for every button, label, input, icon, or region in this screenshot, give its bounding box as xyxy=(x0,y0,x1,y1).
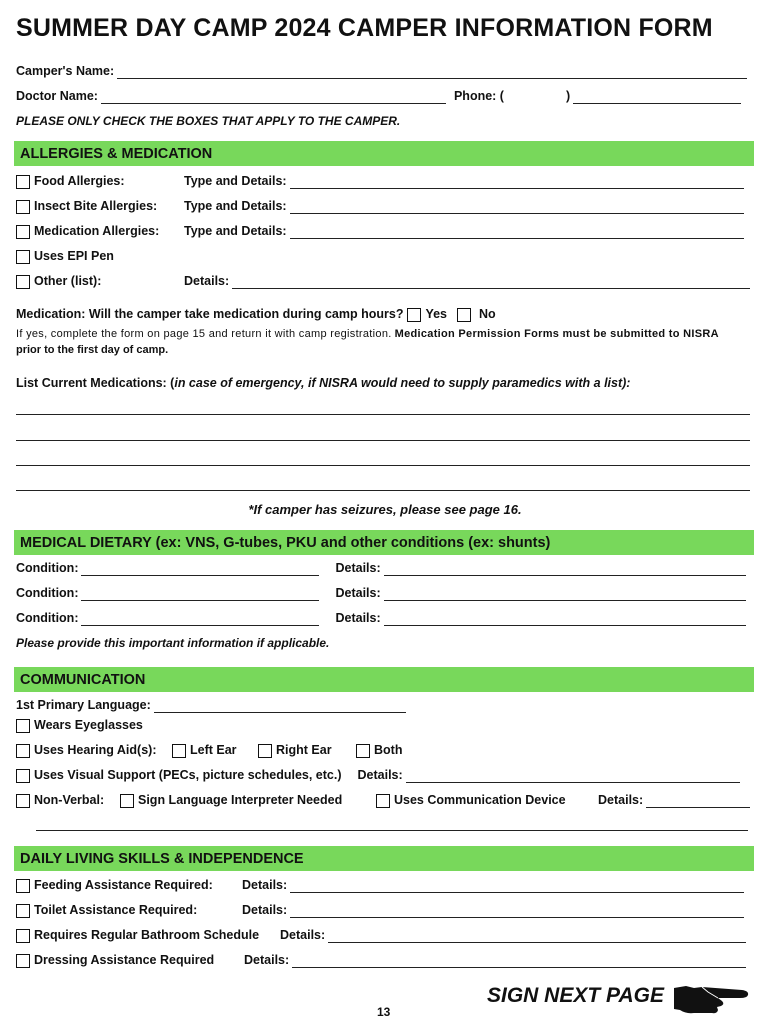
hearing-aid-checkbox[interactable] xyxy=(16,744,30,758)
medication-note-line-1 xyxy=(16,326,719,342)
seizure-note: *If camper has seizures, please see page 16. xyxy=(248,502,522,517)
sign-language-label: Sign Language Interpreter Needed xyxy=(138,793,343,807)
right-ear-label: Right Ear xyxy=(276,743,332,757)
daily-living-section-heading: DAILY LIVING SKILLS & INDEPENDENCE xyxy=(14,846,754,871)
daily-row-feeding xyxy=(16,877,744,893)
medication-question: Medication: Will the camper take medication during camp hours? xyxy=(16,307,404,321)
communication-section-heading: COMMUNICATION xyxy=(14,667,754,692)
list-medications-italic: in case of emergency, if NISRA would need to supply paramedics with a list): xyxy=(174,376,631,390)
allergy-row-epi xyxy=(16,248,114,264)
allergy-row-food xyxy=(16,173,744,189)
dressing-assistance-label: Dressing Assistance Required xyxy=(34,953,215,967)
condition-field-1[interactable] xyxy=(81,563,319,576)
condition-field-3[interactable] xyxy=(81,613,319,626)
feeding-assistance-label: Feeding Assistance Required: xyxy=(34,878,213,892)
toilet-details-field[interactable] xyxy=(290,905,744,918)
food-allergies-details-label: Type and Details: xyxy=(184,174,287,188)
condition-label-2: Condition: xyxy=(16,586,79,600)
insect-allergies-checkbox[interactable] xyxy=(16,200,30,214)
dressing-assistance-checkbox[interactable] xyxy=(16,954,30,968)
hearing-aid-label: Uses Hearing Aid(s): xyxy=(34,743,157,757)
medication-note-bold-2: prior to the first day of camp. xyxy=(16,344,169,356)
medication-list-line-4[interactable] xyxy=(16,490,750,491)
daily-row-dressing xyxy=(16,952,746,968)
bathroom-details-field[interactable] xyxy=(328,930,746,943)
medication-list-line-1[interactable] xyxy=(16,414,750,415)
other-allergies-checkbox[interactable] xyxy=(16,275,30,289)
both-ears-label: Both xyxy=(374,743,403,757)
medication-allergies-label: Medication Allergies: xyxy=(34,224,160,238)
epi-pen-checkbox[interactable] xyxy=(16,250,30,264)
allergy-row-other xyxy=(16,273,750,289)
daily-row-bathroom xyxy=(16,927,746,943)
condition-label-1: Condition: xyxy=(16,561,79,575)
page-number: 13 xyxy=(377,1005,391,1019)
dressing-details-field[interactable] xyxy=(292,955,746,968)
hearing-row xyxy=(16,742,402,758)
visual-support-label: Uses Visual Support (PECs, picture schedules, etc.) xyxy=(34,768,342,782)
other-allergies-details-label: Details: xyxy=(184,274,230,288)
dietary-details-field-1[interactable] xyxy=(384,563,746,576)
right-ear-checkbox[interactable] xyxy=(258,744,272,758)
insect-allergies-details-label: Type and Details: xyxy=(184,199,287,213)
pointing-hand-svg xyxy=(672,982,750,1016)
doctor-name-label: Doctor Name: xyxy=(16,89,98,103)
bathroom-details-label: Details: xyxy=(280,928,326,942)
dietary-section-heading: MEDICAL DIETARY (ex: VNS, G-tubes, PKU and other conditions (ex: shunts) xyxy=(14,530,754,555)
dietary-note: Please provide this important information if applicable. xyxy=(16,636,330,650)
nonverbal-details-label: Details: xyxy=(598,793,644,807)
dietary-details-label-3: Details: xyxy=(335,611,381,625)
feeding-details-label: Details: xyxy=(242,878,288,892)
dietary-row-1 xyxy=(16,560,746,576)
phone-close-paren: ) xyxy=(565,89,571,103)
eyeglasses-row xyxy=(16,717,143,733)
medication-allergies-details-field[interactable] xyxy=(290,226,744,239)
phone-label: Phone: ( xyxy=(453,89,504,103)
medication-yes-checkbox[interactable] xyxy=(407,308,421,322)
medication-note-normal: If yes, complete the form on page 15 and return it with camp registration. xyxy=(16,328,392,340)
food-allergies-label: Food Allergies: xyxy=(34,174,125,188)
nonverbal-details-field[interactable] xyxy=(646,795,750,808)
dietary-details-label-1: Details: xyxy=(335,561,381,575)
dietary-details-field-2[interactable] xyxy=(384,588,746,601)
visual-support-checkbox[interactable] xyxy=(16,769,30,783)
food-allergies-checkbox[interactable] xyxy=(16,175,30,189)
other-allergies-details-field[interactable] xyxy=(232,276,750,289)
insect-allergies-details-field[interactable] xyxy=(290,201,744,214)
primary-language-label: 1st Primary Language: xyxy=(16,698,151,712)
medication-no-checkbox[interactable] xyxy=(457,308,471,322)
dietary-details-field-3[interactable] xyxy=(384,613,746,626)
language-row xyxy=(16,697,406,713)
bathroom-schedule-label: Requires Regular Bathroom Schedule xyxy=(34,928,260,942)
communication-device-label: Uses Communication Device xyxy=(394,793,566,807)
eyeglasses-label: Wears Eyeglasses xyxy=(34,718,143,732)
toilet-assistance-checkbox[interactable] xyxy=(16,904,30,918)
medication-question-row xyxy=(16,306,496,322)
check-boxes-note: PLEASE ONLY CHECK THE BOXES THAT APPLY TO THE CAMPER. xyxy=(16,114,401,128)
sign-next-page-label: SIGN NEXT PAGE xyxy=(487,984,664,1007)
daily-row-toilet xyxy=(16,902,744,918)
medication-no-label: No xyxy=(479,307,496,321)
other-allergies-label: Other (list): xyxy=(34,274,102,288)
medication-list-line-3[interactable] xyxy=(16,465,750,466)
left-ear-label: Left Ear xyxy=(190,743,237,757)
communication-device-checkbox[interactable] xyxy=(376,794,390,808)
form-title: SUMMER DAY CAMP 2024 CAMPER INFORMATION FORM xyxy=(16,14,713,42)
visual-support-details-label: Details: xyxy=(357,768,403,782)
nonverbal-checkbox[interactable] xyxy=(16,794,30,808)
toilet-assistance-label: Toilet Assistance Required: xyxy=(34,903,198,917)
food-allergies-details-field[interactable] xyxy=(290,176,744,189)
nonverbal-row xyxy=(16,792,750,808)
allergy-row-insect xyxy=(16,198,744,214)
feeding-assistance-checkbox[interactable] xyxy=(16,879,30,893)
nonverbal-label: Non-Verbal: xyxy=(34,793,105,807)
eyeglasses-checkbox[interactable] xyxy=(16,719,30,733)
communication-extra-line[interactable] xyxy=(36,830,748,831)
dietary-details-label-2: Details: xyxy=(335,586,381,600)
allergies-section-heading: ALLERGIES & MEDICATION xyxy=(14,141,754,166)
medication-allergies-checkbox[interactable] xyxy=(16,225,30,239)
allergy-row-medication xyxy=(16,223,744,239)
visual-support-row xyxy=(16,767,740,783)
toilet-details-label: Details: xyxy=(242,903,288,917)
both-ears-checkbox[interactable] xyxy=(356,744,370,758)
campers-name-field[interactable] xyxy=(117,66,747,79)
campers-name-row xyxy=(16,63,747,79)
insect-allergies-label: Insect Bite Allergies: xyxy=(34,199,158,213)
visual-support-details-field[interactable] xyxy=(406,770,740,783)
dietary-row-2 xyxy=(16,585,746,601)
campers-name-label: Camper's Name: xyxy=(16,64,115,78)
dressing-details-label: Details: xyxy=(244,953,290,967)
dietary-row-3 xyxy=(16,610,746,626)
doctor-name-field[interactable] xyxy=(101,91,446,104)
list-medications-row xyxy=(16,375,630,391)
condition-label-3: Condition: xyxy=(16,611,79,625)
medication-yes-label: Yes xyxy=(425,307,448,321)
primary-language-field[interactable] xyxy=(154,700,406,713)
condition-field-2[interactable] xyxy=(81,588,319,601)
sign-language-checkbox[interactable] xyxy=(120,794,134,808)
bathroom-schedule-checkbox[interactable] xyxy=(16,929,30,943)
pointing-hand-icon xyxy=(672,982,750,1021)
doctor-row xyxy=(16,88,741,104)
medication-note-bold: Medication Permission Forms must be submitted to NISRA xyxy=(394,328,719,340)
phone-number-field[interactable] xyxy=(573,91,741,104)
epi-pen-label: Uses EPI Pen xyxy=(34,249,114,263)
left-ear-checkbox[interactable] xyxy=(172,744,186,758)
medication-list-line-2[interactable] xyxy=(16,440,750,441)
list-medications-label: List Current Medications: ( xyxy=(16,376,175,390)
medication-allergies-details-label: Type and Details: xyxy=(184,224,287,238)
feeding-details-field[interactable] xyxy=(290,880,744,893)
